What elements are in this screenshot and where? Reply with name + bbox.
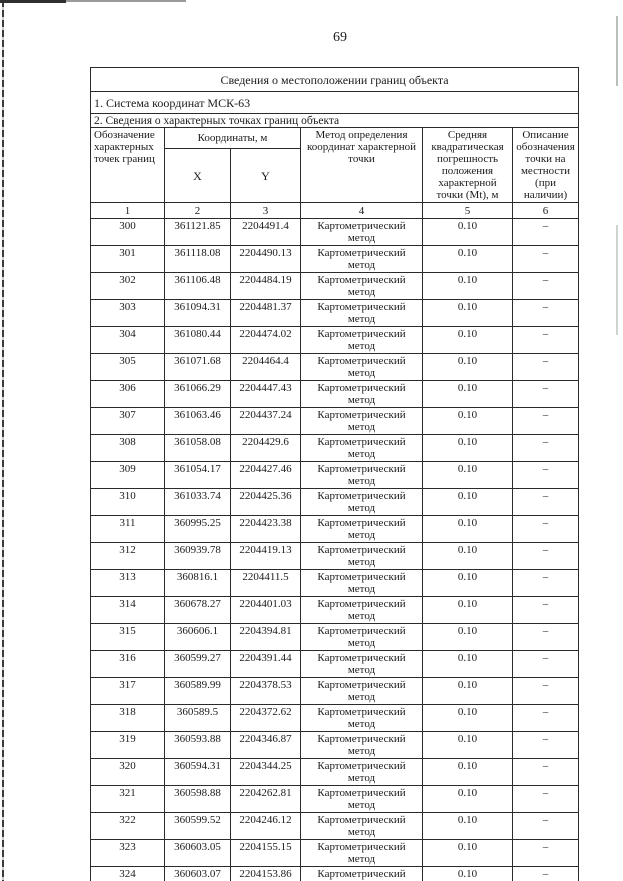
cell-error: 0.10 <box>423 408 513 435</box>
table-row <box>91 570 579 597</box>
cell-error: 0.10 <box>423 597 513 624</box>
cell-y: 2204437.24 <box>231 408 301 435</box>
cell-description: – <box>513 408 579 435</box>
cell-id: 320 <box>91 759 165 786</box>
column-number: 2 <box>165 203 231 219</box>
cell-y: 2204490.13 <box>231 246 301 273</box>
cell-id: 316 <box>91 651 165 678</box>
cell-y: 2204391.44 <box>231 651 301 678</box>
cell-method: Картометрический метод <box>301 462 423 489</box>
table-row <box>91 354 579 381</box>
table-row <box>91 651 579 678</box>
cell-error: 0.10 <box>423 327 513 354</box>
cell-id: 317 <box>91 678 165 705</box>
cell-error: 0.10 <box>423 759 513 786</box>
cell-x: 361080.44 <box>165 327 231 354</box>
cell-x: 360598.88 <box>165 786 231 813</box>
table-row <box>91 516 579 543</box>
cell-x: 361071.68 <box>165 354 231 381</box>
cell-description: – <box>513 327 579 354</box>
column-number: 5 <box>423 203 513 219</box>
cell-method: Картометрический метод <box>301 759 423 786</box>
cell-method: Картометрический метод <box>301 219 423 246</box>
cell-x: 361054.17 <box>165 462 231 489</box>
cell-method: Картометрический метод <box>301 705 423 732</box>
cell-id: 301 <box>91 246 165 273</box>
cell-description: – <box>513 705 579 732</box>
cell-y: 2204155.15 <box>231 840 301 867</box>
header-coords-group: Координаты, м <box>165 128 301 149</box>
cell-id: 312 <box>91 543 165 570</box>
cell-error: 0.10 <box>423 867 513 881</box>
cell-error: 0.10 <box>423 516 513 543</box>
table-row <box>91 327 579 354</box>
cell-id: 313 <box>91 570 165 597</box>
cell-id: 319 <box>91 732 165 759</box>
cell-description: – <box>513 435 579 462</box>
cell-method: Картометрический метод <box>301 435 423 462</box>
cell-x: 361121.85 <box>165 219 231 246</box>
cell-id: 302 <box>91 273 165 300</box>
cell-id: 322 <box>91 813 165 840</box>
cell-method: Картометрический метод <box>301 624 423 651</box>
cell-y: 2204401.03 <box>231 597 301 624</box>
points-section-label: 2. Сведения о характерных точках границ объекта <box>91 114 579 128</box>
cell-method: Картометрический метод <box>301 786 423 813</box>
cell-description: – <box>513 462 579 489</box>
cell-id: 307 <box>91 408 165 435</box>
table-row <box>91 705 579 732</box>
table-body <box>91 219 579 881</box>
column-number: 6 <box>513 203 579 219</box>
cell-x: 360593.88 <box>165 732 231 759</box>
cell-method: Картометрический метод <box>301 840 423 867</box>
cell-y: 2204491.4 <box>231 219 301 246</box>
cell-description: – <box>513 219 579 246</box>
cell-id: 311 <box>91 516 165 543</box>
cell-error: 0.10 <box>423 273 513 300</box>
cell-y: 2204425.36 <box>231 489 301 516</box>
cell-description: – <box>513 678 579 705</box>
cell-description: – <box>513 597 579 624</box>
cell-method: Картометрический метод <box>301 408 423 435</box>
cell-error: 0.10 <box>423 813 513 840</box>
cell-error: 0.10 <box>423 246 513 273</box>
cell-description: – <box>513 381 579 408</box>
cell-method: Картометрический метод <box>301 246 423 273</box>
cell-x: 360594.31 <box>165 759 231 786</box>
cell-method: Картометрический <box>301 867 423 881</box>
cell-x: 360599.27 <box>165 651 231 678</box>
cell-error: 0.10 <box>423 678 513 705</box>
header-x: X <box>165 149 231 203</box>
cell-description: – <box>513 786 579 813</box>
cell-id: 314 <box>91 597 165 624</box>
cell-description: – <box>513 867 579 881</box>
table-row <box>91 543 579 570</box>
header-description: Описание обозначения точки на местности (при наличии) <box>513 128 579 203</box>
table-row <box>91 813 579 840</box>
cell-id: 303 <box>91 300 165 327</box>
cell-description: – <box>513 732 579 759</box>
cell-description: – <box>513 570 579 597</box>
cell-method: Картометрический метод <box>301 570 423 597</box>
cell-x: 360816.1 <box>165 570 231 597</box>
table-title-row <box>91 68 579 92</box>
cell-y: 2204153.86 <box>231 867 301 881</box>
cell-error: 0.10 <box>423 732 513 759</box>
cell-y: 2204394.81 <box>231 624 301 651</box>
cell-error: 0.10 <box>423 354 513 381</box>
cell-method: Картометрический метод <box>301 381 423 408</box>
cell-y: 2204484.19 <box>231 273 301 300</box>
cell-x: 360678.27 <box>165 597 231 624</box>
cell-error: 0.10 <box>423 462 513 489</box>
cell-description: – <box>513 273 579 300</box>
cell-id: 318 <box>91 705 165 732</box>
cell-x: 360606.1 <box>165 624 231 651</box>
section-2-row <box>91 114 579 128</box>
cell-y: 2204447.43 <box>231 381 301 408</box>
table-row <box>91 462 579 489</box>
scan-edge-top-artifact <box>0 0 66 3</box>
cell-y: 2204246.12 <box>231 813 301 840</box>
cell-method: Картометрический метод <box>301 732 423 759</box>
header-error: Средняя квадратическая погрешность положения характерной точки (Mt), м <box>423 128 513 203</box>
table-row <box>91 246 579 273</box>
cell-error: 0.10 <box>423 705 513 732</box>
table-row <box>91 678 579 705</box>
table-row <box>91 867 579 881</box>
table-row <box>91 732 579 759</box>
cell-x: 360939.78 <box>165 543 231 570</box>
column-number: 1 <box>91 203 165 219</box>
cell-error: 0.10 <box>423 786 513 813</box>
table-row <box>91 489 579 516</box>
table-row <box>91 300 579 327</box>
cell-x: 361066.29 <box>165 381 231 408</box>
cell-id: 305 <box>91 354 165 381</box>
table-row <box>91 759 579 786</box>
table-row <box>91 435 579 462</box>
cell-error: 0.10 <box>423 489 513 516</box>
cell-method: Картометрический метод <box>301 327 423 354</box>
cell-description: – <box>513 300 579 327</box>
cell-method: Картометрический метод <box>301 273 423 300</box>
scan-edge-left-artifact <box>2 0 4 881</box>
cell-method: Картометрический метод <box>301 543 423 570</box>
header-row-top <box>91 128 579 149</box>
cell-id: 315 <box>91 624 165 651</box>
cell-description: – <box>513 840 579 867</box>
cell-x: 361106.48 <box>165 273 231 300</box>
cell-description: – <box>513 354 579 381</box>
cell-y: 2204427.46 <box>231 462 301 489</box>
cell-y: 2204464.4 <box>231 354 301 381</box>
cell-y: 2204474.02 <box>231 327 301 354</box>
cell-error: 0.10 <box>423 300 513 327</box>
cell-x: 361118.08 <box>165 246 231 273</box>
cell-x: 360995.25 <box>165 516 231 543</box>
cell-error: 0.10 <box>423 543 513 570</box>
cell-y: 2204411.5 <box>231 570 301 597</box>
header-method: Метод определения координат характерной точки <box>301 128 423 203</box>
cell-error: 0.10 <box>423 570 513 597</box>
table-row <box>91 273 579 300</box>
table-row <box>91 624 579 651</box>
boundary-points-table <box>90 67 579 881</box>
cell-y: 2204372.62 <box>231 705 301 732</box>
scan-edge-right-artifact <box>616 16 618 86</box>
cell-x: 361063.46 <box>165 408 231 435</box>
table-row <box>91 840 579 867</box>
cell-error: 0.10 <box>423 435 513 462</box>
cell-y: 2204481.37 <box>231 300 301 327</box>
cell-error: 0.10 <box>423 381 513 408</box>
column-numbers-row <box>91 203 579 219</box>
cell-method: Картометрический метод <box>301 489 423 516</box>
table-row <box>91 786 579 813</box>
cell-y: 2204346.87 <box>231 732 301 759</box>
cell-error: 0.10 <box>423 840 513 867</box>
cell-method: Картометрический метод <box>301 300 423 327</box>
cell-id: 308 <box>91 435 165 462</box>
table-row <box>91 408 579 435</box>
cell-id: 324 <box>91 867 165 881</box>
cell-error: 0.10 <box>423 219 513 246</box>
coordinate-system-label: 1. Система координат МСК-63 <box>91 92 579 114</box>
cell-id: 310 <box>91 489 165 516</box>
cell-x: 360589.5 <box>165 705 231 732</box>
cell-id: 304 <box>91 327 165 354</box>
cell-id: 306 <box>91 381 165 408</box>
cell-description: – <box>513 651 579 678</box>
cell-error: 0.10 <box>423 624 513 651</box>
header-point-label: Обозначение характерных точек границ <box>91 128 165 203</box>
cell-description: – <box>513 543 579 570</box>
header-y: Y <box>231 149 301 203</box>
cell-method: Картометрический метод <box>301 516 423 543</box>
cell-id: 309 <box>91 462 165 489</box>
cell-y: 2204429.6 <box>231 435 301 462</box>
cell-method: Картометрический метод <box>301 354 423 381</box>
scan-edge-top-gray-artifact <box>66 0 186 2</box>
cell-x: 360603.05 <box>165 840 231 867</box>
cell-description: – <box>513 759 579 786</box>
cell-x: 360603.07 <box>165 867 231 881</box>
cell-error: 0.10 <box>423 651 513 678</box>
cell-y: 2204423.38 <box>231 516 301 543</box>
cell-x: 361094.31 <box>165 300 231 327</box>
cell-method: Картометрический метод <box>301 597 423 624</box>
cell-method: Картометрический метод <box>301 651 423 678</box>
cell-x: 361058.08 <box>165 435 231 462</box>
cell-y: 2204262.81 <box>231 786 301 813</box>
cell-y: 2204344.25 <box>231 759 301 786</box>
cell-id: 321 <box>91 786 165 813</box>
cell-id: 300 <box>91 219 165 246</box>
table-row <box>91 597 579 624</box>
cell-description: – <box>513 624 579 651</box>
cell-y: 2204378.53 <box>231 678 301 705</box>
cell-id: 323 <box>91 840 165 867</box>
cell-description: – <box>513 516 579 543</box>
cell-x: 361033.74 <box>165 489 231 516</box>
column-number: 3 <box>231 203 301 219</box>
table-row <box>91 381 579 408</box>
section-1-row <box>91 92 579 114</box>
cell-method: Картометрический метод <box>301 813 423 840</box>
table-title: Сведения о местоположении границ объекта <box>91 68 579 92</box>
cell-description: – <box>513 246 579 273</box>
column-number: 4 <box>301 203 423 219</box>
table-row <box>91 219 579 246</box>
cell-y: 2204419.13 <box>231 543 301 570</box>
scan-edge-right-artifact <box>616 225 618 335</box>
page-number: 69 <box>333 30 347 45</box>
cell-x: 360589.99 <box>165 678 231 705</box>
cell-x: 360599.52 <box>165 813 231 840</box>
cell-description: – <box>513 489 579 516</box>
cell-method: Картометрический метод <box>301 678 423 705</box>
cell-description: – <box>513 813 579 840</box>
